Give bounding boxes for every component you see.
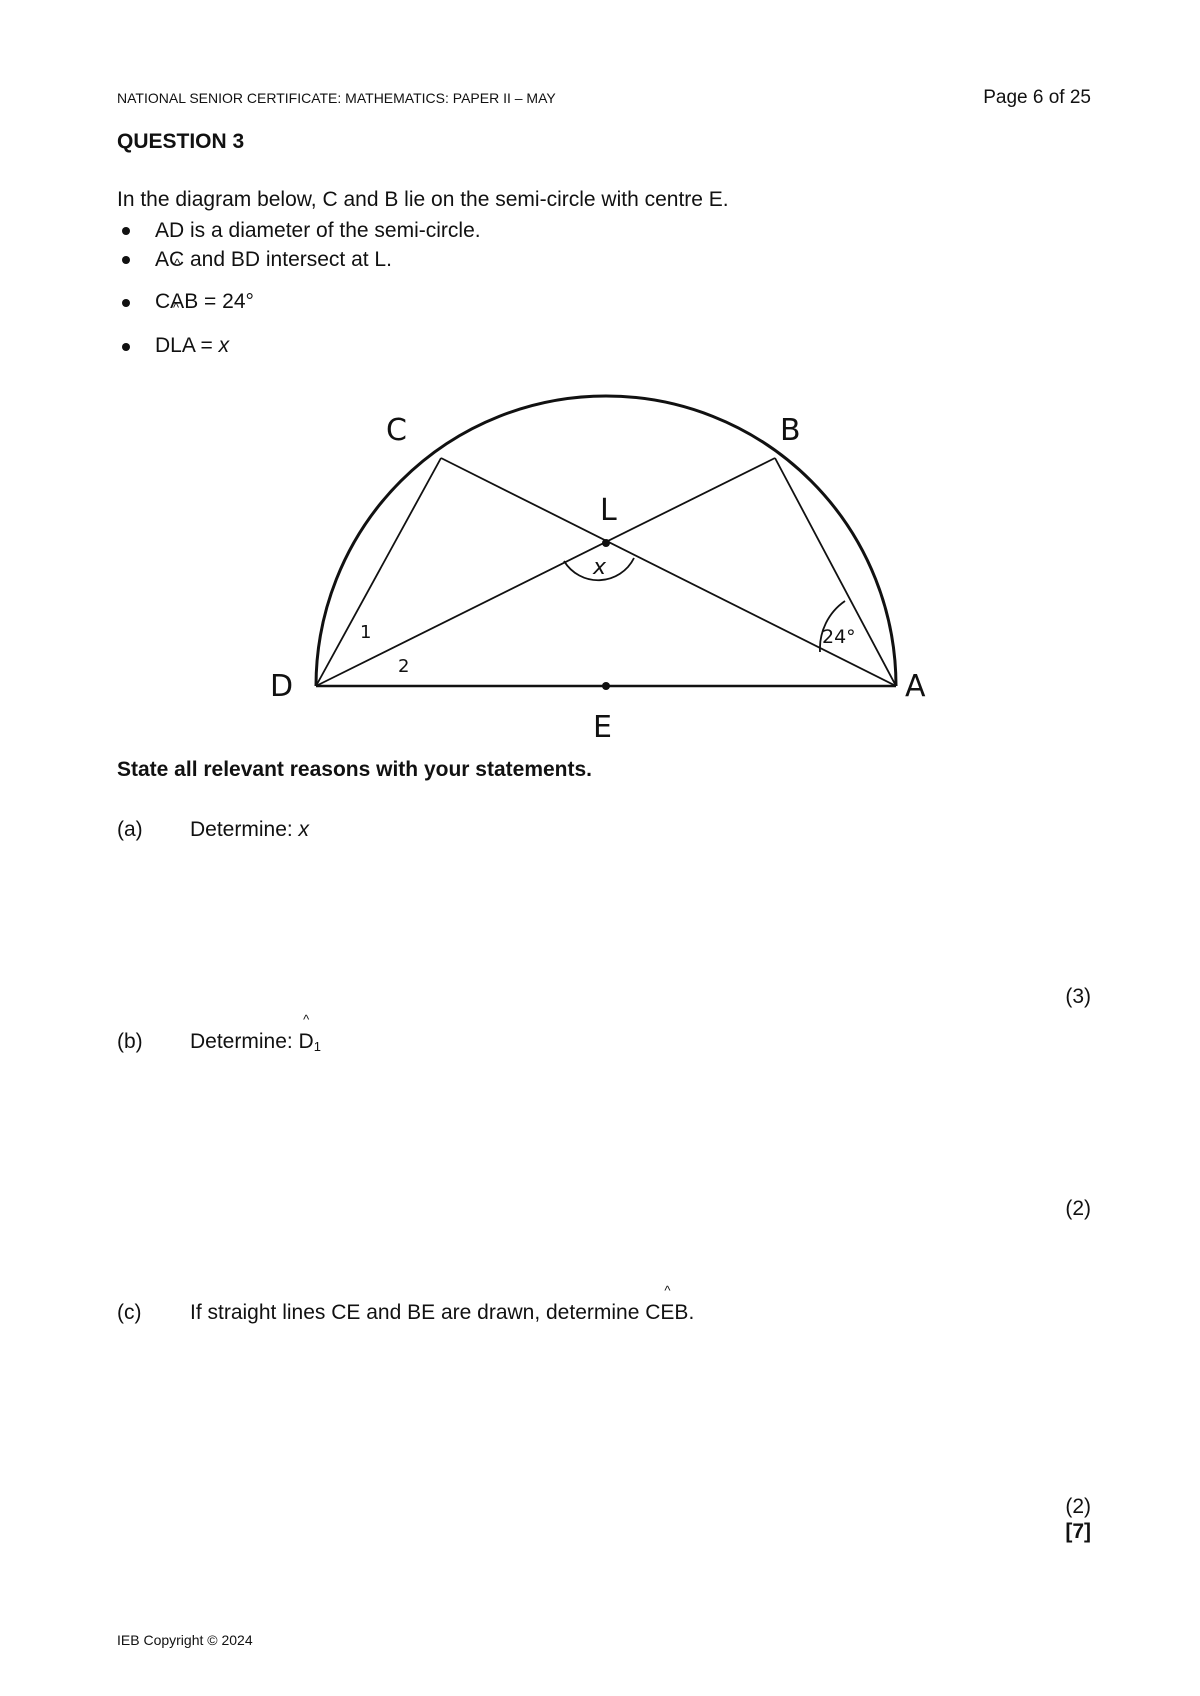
part-text: Determine: — [190, 1030, 299, 1053]
marks-c: (2) — [1065, 1495, 1091, 1518]
given-text: AC and BD intersect at L. — [155, 248, 392, 271]
label-d2: 2 — [398, 656, 410, 677]
line-ba — [775, 458, 896, 686]
bullet-icon — [122, 343, 130, 351]
given-text: AD is a diameter of the semi-circle. — [155, 219, 481, 242]
label-a: A — [905, 669, 926, 704]
total-marks: [7] — [1065, 1520, 1091, 1543]
label-l: L — [600, 493, 617, 528]
label-angle-24: 24° — [822, 626, 856, 648]
part-label: (c) — [117, 1301, 142, 1324]
label-c: C — [386, 413, 407, 448]
bullet-icon — [122, 227, 130, 235]
part-b — [117, 1030, 321, 1054]
angle-subscript: 1 — [313, 1039, 321, 1054]
part-c: (c) If straight lines CE and BE are drawn, determine C^ EB. — [117, 1301, 694, 1325]
part-label: (a) — [117, 818, 143, 841]
label-d: D — [270, 669, 294, 704]
copyright-footer: IEB Copyright © 2024 — [117, 1632, 253, 1648]
given-item — [117, 245, 481, 274]
given-list — [117, 216, 481, 362]
marks-b: (2) — [1065, 1197, 1091, 1220]
line-ca — [441, 458, 896, 686]
bullet-icon — [122, 256, 130, 264]
label-d1: 1 — [360, 622, 372, 643]
marks-a: (3) — [1065, 985, 1091, 1008]
part-a — [117, 818, 309, 842]
line-db — [316, 458, 775, 686]
label-b: B — [780, 413, 801, 448]
part-text: If straight lines CE and BE are drawn, determine — [190, 1301, 646, 1324]
bullet-icon — [122, 299, 130, 307]
page-number: Page 6 of 25 — [983, 87, 1091, 108]
semicircle-diagram — [250, 390, 950, 750]
line-dc — [316, 458, 441, 686]
question-intro: In the diagram below, C and B lie on the semi-circle with centre E. — [117, 188, 729, 211]
given-item — [117, 216, 481, 245]
angle-letter: ^ D — [299, 1030, 314, 1054]
angle-expression: C^ AB = 24° — [155, 290, 254, 313]
header-title: NATIONAL SENIOR CERTIFICATE: MATHEMATICS: PAPER II – MAY — [117, 90, 556, 106]
instruction: State all relevant reasons with your statements. — [117, 758, 593, 781]
part-text: Determine: — [190, 818, 299, 841]
question-title: QUESTION 3 — [117, 130, 245, 153]
label-e: E — [593, 710, 612, 745]
point-l — [602, 539, 610, 547]
given-item — [117, 274, 481, 318]
part-variable: x — [298, 818, 310, 841]
part-label: (b) — [117, 1030, 143, 1053]
point-e — [602, 682, 610, 690]
label-angle-x: x — [593, 555, 607, 580]
given-item — [117, 318, 481, 362]
angle-expression: D^ LA = x — [155, 334, 229, 357]
